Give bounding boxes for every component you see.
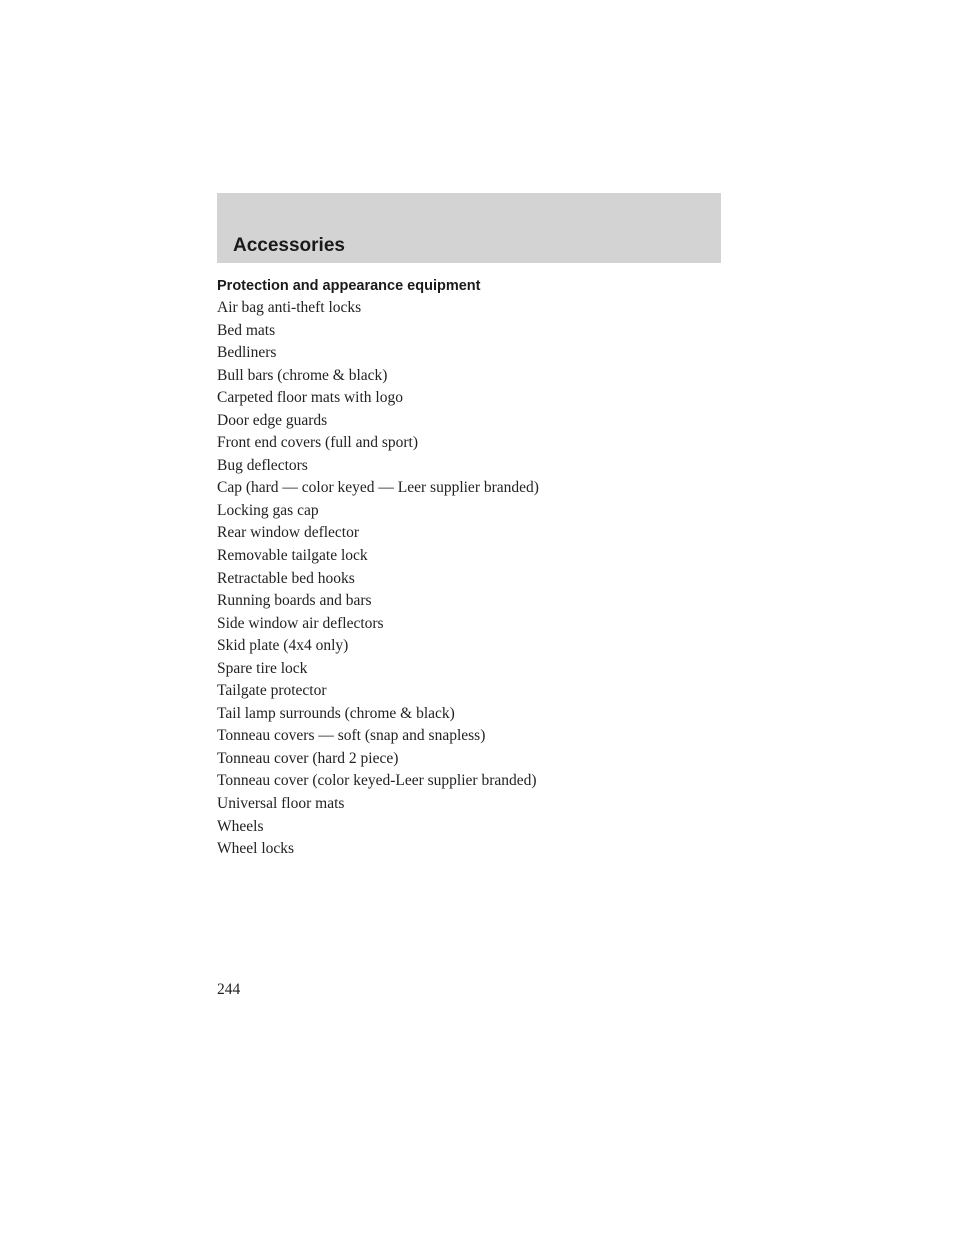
list-item: Retractable bed hooks [217,569,355,587]
list-item: Door edge guards [217,411,328,429]
list-item: Universal floor mats [217,795,345,813]
list-item: Tail lamp surrounds (chrome & black) [217,704,455,722]
list-item: Skid plate (4x4 only) [217,637,349,655]
list-item: Tonneau cover (hard 2 piece) [217,749,399,767]
list-item: Side window air deflectors [217,614,384,632]
chapter-title: Accessories [233,235,345,256]
list-item: Front end covers (full and sport) [217,434,419,452]
list-item: Rear window deflector [217,524,360,542]
list-item: Locking gas cap [217,501,319,519]
list-item: Removable tailgate lock [217,547,368,565]
accessory-list [217,297,539,861]
list-item: Wheels [217,817,264,835]
page-number: 244 [217,981,241,998]
list-item: Tonneau cover (color keyed-Leer supplier branded) [217,772,537,790]
list-item: Bug deflectors [217,456,308,474]
list-item: Spare tire lock [217,659,308,677]
list-item: Tonneau covers — soft (snap and snapless) [217,727,486,745]
list-item: Bed mats [217,321,276,339]
section-heading: Protection and appearance equipment [217,278,481,294]
list-item: Bedliners [217,344,277,362]
list-item: Cap (hard — color keyed — Leer supplier branded) [217,479,539,497]
list-item: Carpeted floor mats with logo [217,389,403,407]
list-item: Bull bars (chrome & black) [217,366,388,384]
list-item: Running boards and bars [217,592,372,610]
list-item: Wheel locks [217,840,295,858]
list-item: Tailgate protector [217,682,327,700]
chapter-header-band [217,193,721,263]
list-item: Air bag anti-theft locks [217,299,362,316]
